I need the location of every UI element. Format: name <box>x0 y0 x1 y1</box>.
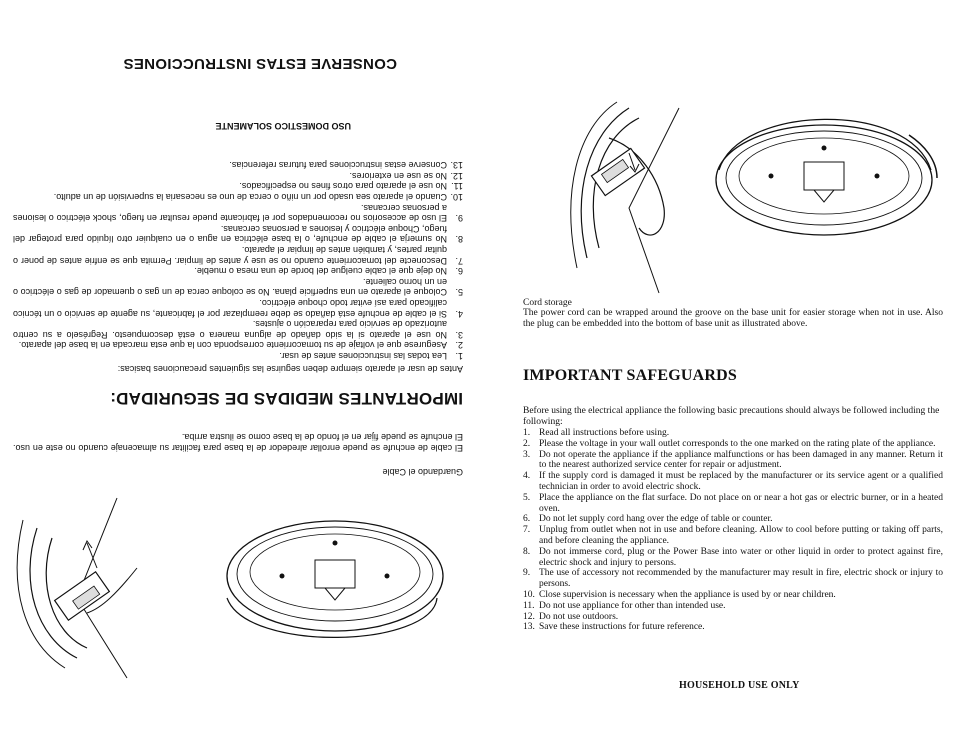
list-item-number: 3. <box>455 329 463 340</box>
list-item-text: Do not let supply cord hang over the edge of table or counter. <box>539 514 773 525</box>
list-item-number: 13. <box>523 622 535 633</box>
list-item-number: 3. <box>523 449 531 460</box>
list-item-text: Si el cable de enchufe está dañado se debe reemplazar por el fabricante, su agente de servicio o un técnico calificado para así evitar todo choque eléctrico. <box>13 298 447 319</box>
spanish-household-use: USO DOMESTICO SOLAMENTE <box>215 121 351 131</box>
list-item <box>523 450 943 472</box>
list-item-number: 4. <box>523 471 531 482</box>
list-item-number: 10. <box>450 192 463 203</box>
list-item <box>523 471 943 493</box>
list-item-text: Do not use appliance for other than intended use. <box>539 600 726 611</box>
list-item <box>523 590 943 601</box>
list-item-number: 8. <box>455 234 463 245</box>
english-safeguards-list <box>523 428 943 633</box>
list-item-number: 6. <box>523 514 531 525</box>
list-item <box>523 428 943 439</box>
list-item-text: Lea todas las instrucciones antes de usar. <box>279 351 447 361</box>
list-item-text: No sumerja el cable de enchufe, o la base eléctrica en agua o en cualquier otro líquido para protegar del fuego, Choque eléctrico y lesiones a personas cercanas. <box>13 223 447 245</box>
list-item <box>13 319 463 340</box>
list-item-number: 9. <box>455 213 463 224</box>
list-item <box>523 514 943 525</box>
list-item-text: El uso de accesorios no recomendados por el fabricante puede resultar en fuego, shock eléctrico o lesiones a personas cercanas. <box>13 202 447 224</box>
list-item <box>523 525 943 547</box>
list-item-text: Cuando el aparato sea usado por un niño o cerca de uno es necesaria la supervisión de un adulto. <box>53 192 447 203</box>
list-item-text: Desconecte del tomacorriente cuando no se use y antes de limpiar. Permita que se enfrie antes de poner o quitar partes, y también antes de limpiar el aparato. <box>13 245 447 266</box>
cord-wrap-illustration <box>7 488 147 688</box>
english-intro: Before using the electrical appliance the following basic precautions should always be followed including the following: <box>523 406 940 427</box>
list-item <box>13 266 463 277</box>
list-item <box>13 244 463 265</box>
list-item-number: 10. <box>523 589 535 600</box>
list-item-number: 11. <box>523 600 535 611</box>
spanish-cord-caption: Guardando el Cable <box>382 467 463 477</box>
english-safeguards-title: IMPORTANT SAFEGUARDS <box>523 367 737 384</box>
list-item-text: Close supervision is necessary when the appliance is used by or near children. <box>539 589 836 600</box>
english-cord-text: The power cord can be wrapped around the groove on the base unit for easier storage when not in use. Also the plug can be embedded into the bottom of base unit as illustrated above. <box>523 308 943 329</box>
list-item-number: 8. <box>523 546 531 557</box>
list-item <box>13 170 463 181</box>
english-cord-caption: Cord storage <box>523 298 572 308</box>
list-item <box>13 340 463 351</box>
list-item <box>13 160 463 171</box>
list-item-text: Coloque el aparato en una superficie plana. No se coloque cerca de un gas o quemador de gas o eléctrico o en un horno caliente. <box>13 276 447 298</box>
list-item-text: Conserve estas instrucciones para futuras referencias. <box>229 160 447 171</box>
list-item-text: The use of accessory not recommended by the manufacturer may result in fire, electric shock or injury to persons. <box>539 568 943 590</box>
list-item-number: 7. <box>523 525 531 536</box>
list-item <box>13 297 463 318</box>
list-item-number: 1. <box>455 351 463 361</box>
list-item-number: 13. <box>450 160 463 171</box>
list-item-text: No use el aparato para otros fines no especificados. <box>239 181 447 192</box>
list-item <box>13 202 463 223</box>
base-bottom-illustration <box>217 498 447 668</box>
spanish-conserve-instructions: CONSERVE ESTAS INSTRUCCIONES <box>123 55 397 72</box>
list-item-number: 5. <box>455 287 463 298</box>
list-item <box>523 612 943 623</box>
list-item-text: Unplug from outlet when not in use and before cleaning. Allow to cool before putting or taking off parts, and before cleaning the appliance. <box>539 525 943 546</box>
list-item-text: Place the appliance on the flat surface. Do not place on or near a hot gas or electric burner, or in a heated oven. <box>539 492 943 514</box>
cord-wrap-illustration <box>569 98 689 298</box>
list-item-text: Do not operate the appliance if the appliance malfunctions or has been damaged in any manner. Return it to the nearest authorized service center for repair or adjustment. <box>539 449 943 471</box>
list-item <box>13 350 463 361</box>
list-item-text: No use el aparato si la sido dañado de alguna manera o está descompuesto. Regréselo a su centro autorizado de servicio para reparación o ajustes. <box>13 319 447 340</box>
list-item-text: Asegurese que el voltaje de su tomacorriente corresponda con la que esta marcada en la base del aparato. <box>18 340 447 351</box>
list-item-text: Do not immerse cord, plug or the Power Base into water or other liquid in order to protect against fire, electric shock and injury to persons. <box>539 546 943 568</box>
list-item-number: 2. <box>523 438 531 449</box>
english-page <box>477 0 954 738</box>
list-item <box>13 181 463 192</box>
list-item-text: No deje que el cable cuelgue del borde de una mesa o mueble. <box>194 266 447 277</box>
list-item-number: 9. <box>523 568 531 579</box>
list-item-text: No se use en exteriores. <box>349 170 447 181</box>
list-item <box>523 439 943 450</box>
list-item <box>13 192 463 203</box>
list-item <box>523 568 943 590</box>
base-bottom-illustration <box>709 100 939 270</box>
english-household-use: HOUSEHOLD USE ONLY <box>679 680 800 691</box>
list-item-number: 1. <box>523 428 531 438</box>
list-item <box>523 622 943 633</box>
list-item-text: Do not use outdoors. <box>539 611 619 622</box>
list-item-text: Please the voltage in your wall outlet corresponds to the one marked on the rating plate of the appliance. <box>539 438 936 449</box>
list-item-number: 4. <box>455 308 463 319</box>
list-item <box>13 276 463 297</box>
spanish-intro: Antes de usar el aparato siempre deben seguirse las siguientes precauciones basicas: <box>117 364 463 374</box>
list-item-text: Read all instructions before using. <box>539 428 670 438</box>
list-item-text: If the supply cord is damaged it must be replaced by the manufacturer or its service agent or a qualified technician in order to avoid electric shock. <box>539 471 943 492</box>
list-item-number: 7. <box>455 255 463 266</box>
list-item-number: 2. <box>455 340 463 351</box>
list-item-number: 5. <box>523 492 531 503</box>
list-item <box>523 493 943 515</box>
list-item-number: 11. <box>451 181 463 192</box>
list-item <box>523 547 943 569</box>
spanish-safeguards-list <box>13 160 463 361</box>
spanish-cord-text: El cable de enchufe se puede enrollar alrededor de la base para facilitar su almacenaje cuando no este en uso. El enchufe se puede fijar en el fondo de la base como se ilustra arriba. <box>13 432 463 453</box>
list-item <box>523 601 943 612</box>
list-item-number: 6. <box>455 266 463 277</box>
list-item-text: Save these instructions for future reference. <box>539 622 705 633</box>
list-item-number: 12. <box>523 611 535 622</box>
spanish-safeguards-title: IMPORTANTES MEDIDAS DE SEGURIDAD: <box>110 389 463 408</box>
list-item-number: 12. <box>450 170 463 181</box>
list-item <box>13 223 463 244</box>
